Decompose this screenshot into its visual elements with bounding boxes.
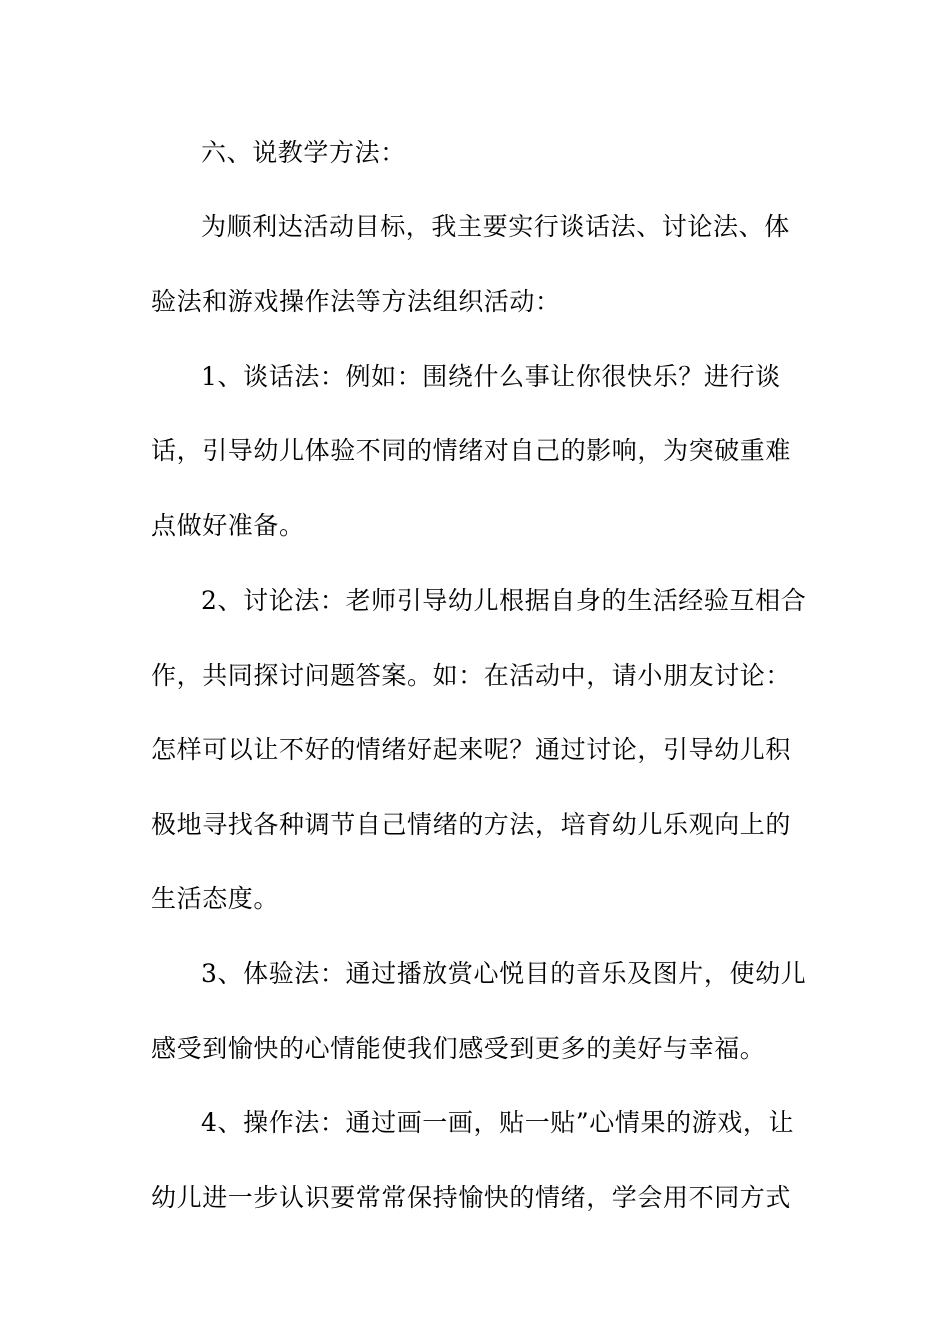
paragraph-line: 为顺利达活动目标，我主要实行谈话法、讨论法、体: [201, 212, 790, 241]
paragraph-line: 作，共同探讨问题答案。如：在活动中，请小朋友讨论：: [151, 661, 792, 690]
paragraph-line: 幼儿进一步认识要常常保持愉快的情绪，学会用不同方式: [151, 1183, 792, 1212]
paragraph-line: 4、操作法：通过画一画，贴一贴”心情果的游戏，让: [201, 1108, 795, 1137]
paragraph-line: 极地寻找各种调节自己情绪的方法，培育幼儿乐观向上的: [151, 810, 792, 839]
paragraph-line: 验法和游戏操作法等方法组织活动：: [151, 287, 561, 316]
paragraph-line: 3、体验法：通过播放赏心悦目的音乐及图片，使幼儿: [201, 959, 807, 988]
paragraph-line: 感受到愉快的心情能使我们感受到更多的美好与幸福。: [151, 1034, 766, 1063]
paragraph-line: 2、讨论法：老师引导幼儿根据自身的生活经验互相合: [201, 586, 807, 615]
paragraph-line: 1、谈话法：例如：围绕什么事让你很快乐？进行谈: [201, 362, 781, 391]
section-heading: 六、说教学方法：: [201, 138, 406, 167]
paragraph-line: 点做好准备。: [151, 511, 305, 540]
paragraph-line: 生活态度。: [151, 884, 280, 913]
paragraph-line: 怎样可以让不好的情绪好起来呢？通过讨论，引导幼儿积: [151, 735, 792, 764]
paragraph-line: 话，引导幼儿体验不同的情绪对自己的影响，为突破重难: [151, 436, 792, 465]
